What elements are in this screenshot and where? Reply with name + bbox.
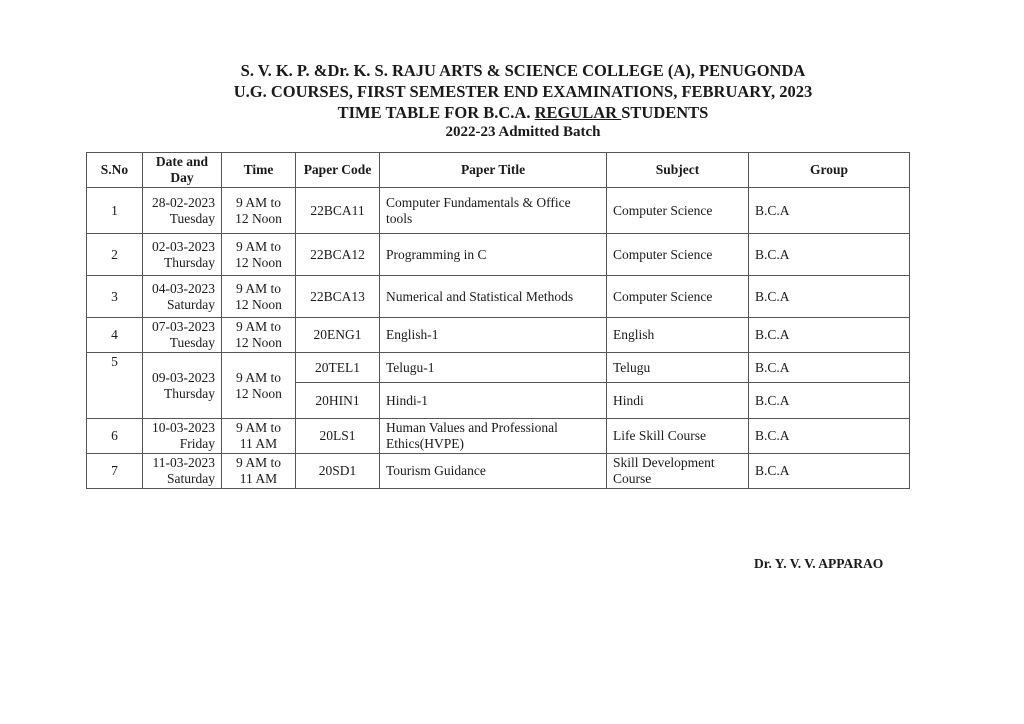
col-header: Group [749,153,910,188]
subject-cell: English [607,318,749,353]
title-cell: Human Values and Professional Ethics(HVPE) [380,419,607,454]
col-header: Time [222,153,296,188]
code-cell: 20HIN1 [296,383,380,419]
time-cell: 9 AM to 11 AM [222,454,296,489]
title-cell: Telugu-1 [380,353,607,383]
time-cell: 9 AM to 12 Noon [222,318,296,353]
time-cell: 9 AM to 12 Noon [222,276,296,318]
table-row [87,234,910,276]
col-header: Paper Code [296,153,380,188]
table-header-row [87,153,910,188]
col-header: Subject [607,153,749,188]
subject-cell: Skill Development Course [607,454,749,489]
date-cell: 11-03-2023 Saturday [143,454,222,489]
title-cell: English-1 [380,318,607,353]
code-cell: 22BCA13 [296,276,380,318]
date-cell: 02-03-2023 Thursday [143,234,222,276]
sno-cell: 1 [87,188,143,234]
timetable-title: TIME TABLE FOR B.C.A. REGULAR STUDENTS [337,103,709,122]
code-cell: 20LS1 [296,419,380,454]
table-row [87,318,910,353]
code-cell: 20ENG1 [296,318,380,353]
group-cell: B.C.A [749,353,910,383]
college-name: S. V. K. P. &Dr. K. S. RAJU ARTS & SCIENCE COLLEGE (A), PENUGONDA [240,61,806,80]
table-row [87,454,910,489]
group-cell: B.C.A [749,454,910,489]
date-cell: 28-02-2023 Tuesday [143,188,222,234]
group-cell: B.C.A [749,188,910,234]
sno-cell: 3 [87,276,143,318]
time-cell: 9 AM to 11 AM [222,419,296,454]
code-cell: 22BCA12 [296,234,380,276]
subject-cell: Computer Science [607,276,749,318]
date-cell: 04-03-2023 Saturday [143,276,222,318]
table-row [87,419,910,454]
table-row [87,353,910,383]
subject-cell: Hindi [607,383,749,419]
subject-cell: Life Skill Course [607,419,749,454]
time-cell: 9 AM to 12 Noon [222,234,296,276]
time-cell: 9 AM to 12 Noon [222,188,296,234]
table-row [87,276,910,318]
title-cell: Programming in C [380,234,607,276]
exam-title: U.G. COURSES, FIRST SEMESTER END EXAMINATIONS, FEBRUARY, 2023 [233,82,813,101]
subject-cell: Telugu [607,353,749,383]
signature: Dr. Y. V. V. APPARAO [754,556,884,571]
subject-cell: Computer Science [607,188,749,234]
group-cell: B.C.A [749,419,910,454]
subject-cell: Computer Science [607,234,749,276]
title-cell: Hindi-1 [380,383,607,419]
regular-label: REGULAR [534,103,622,122]
date-cell: 10-03-2023 Friday [143,419,222,454]
col-header: Paper Title [380,153,607,188]
date-cell: 07-03-2023 Tuesday [143,318,222,353]
timetable [86,152,910,489]
sno-cell: 7 [87,454,143,489]
document-header [0,60,1024,142]
code-cell: 22BCA11 [296,188,380,234]
title-cell: Computer Fundamentals & Office tools [380,188,607,234]
date-cell: 09-03-2023 Thursday [143,353,222,419]
sno-cell: 6 [87,419,143,454]
code-cell: 20TEL1 [296,353,380,383]
group-cell: B.C.A [749,383,910,419]
sno-cell: 2 [87,234,143,276]
col-header: Date and Day [143,153,222,188]
batch-title: 2022-23 Admitted Batch [445,124,601,140]
group-cell: B.C.A [749,318,910,353]
sno-cell: 4 [87,318,143,353]
code-cell: 20SD1 [296,454,380,489]
table-row [87,188,910,234]
col-header: S.No [87,153,143,188]
sno-cell: 5 [87,353,143,419]
time-cell: 9 AM to 12 Noon [222,353,296,419]
title-cell: Tourism Guidance [380,454,607,489]
group-cell: B.C.A [749,234,910,276]
title-cell: Numerical and Statistical Methods [380,276,607,318]
group-cell: B.C.A [749,276,910,318]
